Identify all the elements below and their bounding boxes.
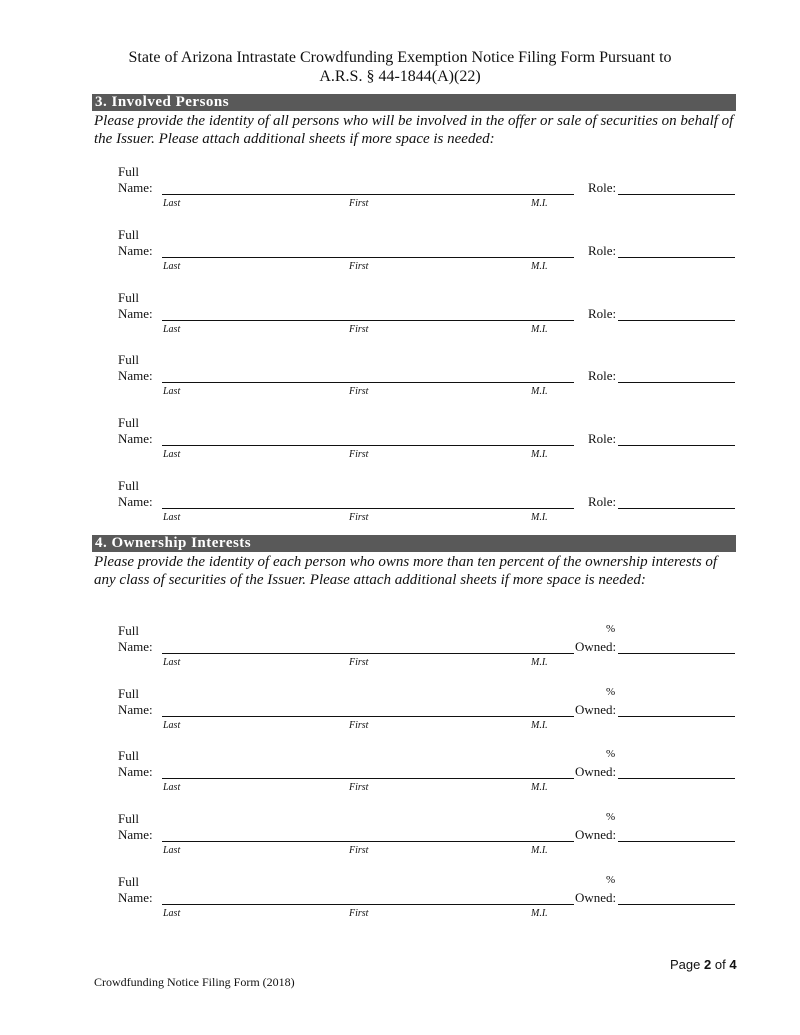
current-page: 2: [704, 957, 712, 972]
mi-caption: M.I.: [531, 386, 548, 397]
name-field[interactable]: [162, 904, 574, 905]
document-title: [40, 48, 760, 86]
name-field[interactable]: [162, 841, 574, 842]
owned-label: Owned:: [575, 827, 617, 842]
mi-caption: M.I.: [531, 720, 548, 731]
footer-text: Crowdfunding Notice Filing Form (2018): [94, 975, 295, 989]
mi-caption: M.I.: [531, 782, 548, 793]
name-label: Name:: [118, 764, 153, 779]
last-caption: Last: [163, 261, 181, 272]
last-caption: Last: [163, 908, 181, 919]
full-label: Full: [118, 874, 139, 889]
first-caption: First: [349, 512, 369, 523]
name-label: Name:: [118, 180, 153, 195]
name-field[interactable]: [162, 716, 574, 717]
name-label: Name:: [118, 243, 153, 258]
ownership-entry: [0, 874, 800, 934]
section-3-instructions: Please provide the identity of all persons who will be involved in the offer or sale of securities on behalf of the Issuer. Please attach additional sheets if more space is needed:: [94, 113, 734, 147]
mi-caption: M.I.: [531, 845, 548, 856]
role-label: Role:: [588, 494, 617, 509]
role-label: Role:: [588, 431, 617, 446]
mi-caption: M.I.: [531, 198, 548, 209]
first-caption: First: [349, 198, 369, 209]
last-caption: Last: [163, 845, 181, 856]
name-label: Name:: [118, 827, 153, 842]
percent-owned-field[interactable]: [618, 653, 735, 654]
full-label: Full: [118, 164, 139, 179]
last-caption: Last: [163, 512, 181, 523]
percent-label: %: [606, 748, 616, 760]
involved-person-entry: [0, 227, 800, 287]
role-field[interactable]: [618, 257, 735, 258]
role-label: Role:: [588, 243, 617, 258]
involved-person-entry: [0, 478, 800, 538]
first-caption: First: [349, 657, 369, 668]
role-label: Role:: [588, 180, 617, 195]
percent-label: %: [606, 811, 616, 823]
owned-label: Owned:: [575, 639, 617, 654]
ownership-entry: [0, 686, 800, 746]
full-label: Full: [118, 352, 139, 367]
mi-caption: M.I.: [531, 657, 548, 668]
role-field[interactable]: [618, 508, 735, 509]
role-field[interactable]: [618, 194, 735, 195]
percent-label: %: [606, 874, 616, 886]
name-field[interactable]: [162, 445, 574, 446]
name-label: Name:: [118, 368, 153, 383]
name-field[interactable]: [162, 653, 574, 654]
ownership-entry: [0, 623, 800, 683]
full-label: Full: [118, 415, 139, 430]
role-field[interactable]: [618, 320, 735, 321]
percent-owned-field[interactable]: [618, 904, 735, 905]
name-label: Name:: [118, 494, 153, 509]
last-caption: Last: [163, 449, 181, 460]
owned-label: Owned:: [575, 890, 617, 905]
first-caption: First: [349, 908, 369, 919]
mi-caption: M.I.: [531, 908, 548, 919]
name-field[interactable]: [162, 382, 574, 383]
involved-person-entry: [0, 164, 800, 224]
name-label: Name:: [118, 431, 153, 446]
first-caption: First: [349, 324, 369, 335]
role-label: Role:: [588, 368, 617, 383]
involved-person-entry: [0, 290, 800, 350]
mi-caption: M.I.: [531, 324, 548, 335]
page-number: [670, 957, 737, 972]
mi-caption: M.I.: [531, 261, 548, 272]
name-label: Name:: [118, 306, 153, 321]
percent-owned-field[interactable]: [618, 778, 735, 779]
page-prefix: Page: [670, 957, 701, 972]
percent-label: %: [606, 686, 616, 698]
last-caption: Last: [163, 720, 181, 731]
first-caption: First: [349, 449, 369, 460]
section-4-instructions: Please provide the identity of each person who owns more than ten percent of the ownership interests of any class of securities of the Issuer. Please attach additional sheets if more space is needed:: [94, 554, 718, 588]
full-label: Full: [118, 623, 139, 638]
name-field[interactable]: [162, 508, 574, 509]
total-pages: 4: [729, 957, 737, 972]
full-label: Full: [118, 686, 139, 701]
owned-label: Owned:: [575, 764, 617, 779]
title-line-1: State of Arizona Intrastate Crowdfunding Exemption Notice Filing Form Pursuant to: [128, 49, 672, 66]
full-label: Full: [118, 811, 139, 826]
role-label: Role:: [588, 306, 617, 321]
first-caption: First: [349, 261, 369, 272]
role-field[interactable]: [618, 445, 735, 446]
page-of: of: [714, 957, 726, 972]
last-caption: Last: [163, 324, 181, 335]
percent-owned-field[interactable]: [618, 716, 735, 717]
ownership-entry: [0, 748, 800, 808]
first-caption: First: [349, 845, 369, 856]
name-label: Name:: [118, 639, 153, 654]
last-caption: Last: [163, 657, 181, 668]
mi-caption: M.I.: [531, 512, 548, 523]
full-label: Full: [118, 748, 139, 763]
percent-owned-field[interactable]: [618, 841, 735, 842]
role-field[interactable]: [618, 382, 735, 383]
name-field[interactable]: [162, 257, 574, 258]
name-field[interactable]: [162, 194, 574, 195]
last-caption: Last: [163, 782, 181, 793]
full-label: Full: [118, 478, 139, 493]
name-label: Name:: [118, 890, 153, 905]
owned-label: Owned:: [575, 702, 617, 717]
title-line-2: A.R.S. § 44-1844(A)(22): [319, 68, 481, 85]
involved-person-entry: [0, 352, 800, 412]
last-caption: Last: [163, 386, 181, 397]
involved-person-entry: [0, 415, 800, 475]
last-caption: Last: [163, 198, 181, 209]
name-label: Name:: [118, 702, 153, 717]
section-4-header: 4. Ownership Interests: [92, 535, 736, 552]
first-caption: First: [349, 720, 369, 731]
full-label: Full: [118, 227, 139, 242]
section-3-header: 3. Involved Persons: [92, 94, 736, 111]
full-label: Full: [118, 290, 139, 305]
name-field[interactable]: [162, 778, 574, 779]
mi-caption: M.I.: [531, 449, 548, 460]
name-field[interactable]: [162, 320, 574, 321]
first-caption: First: [349, 782, 369, 793]
percent-label: %: [606, 623, 616, 635]
ownership-entry: [0, 811, 800, 871]
first-caption: First: [349, 386, 369, 397]
